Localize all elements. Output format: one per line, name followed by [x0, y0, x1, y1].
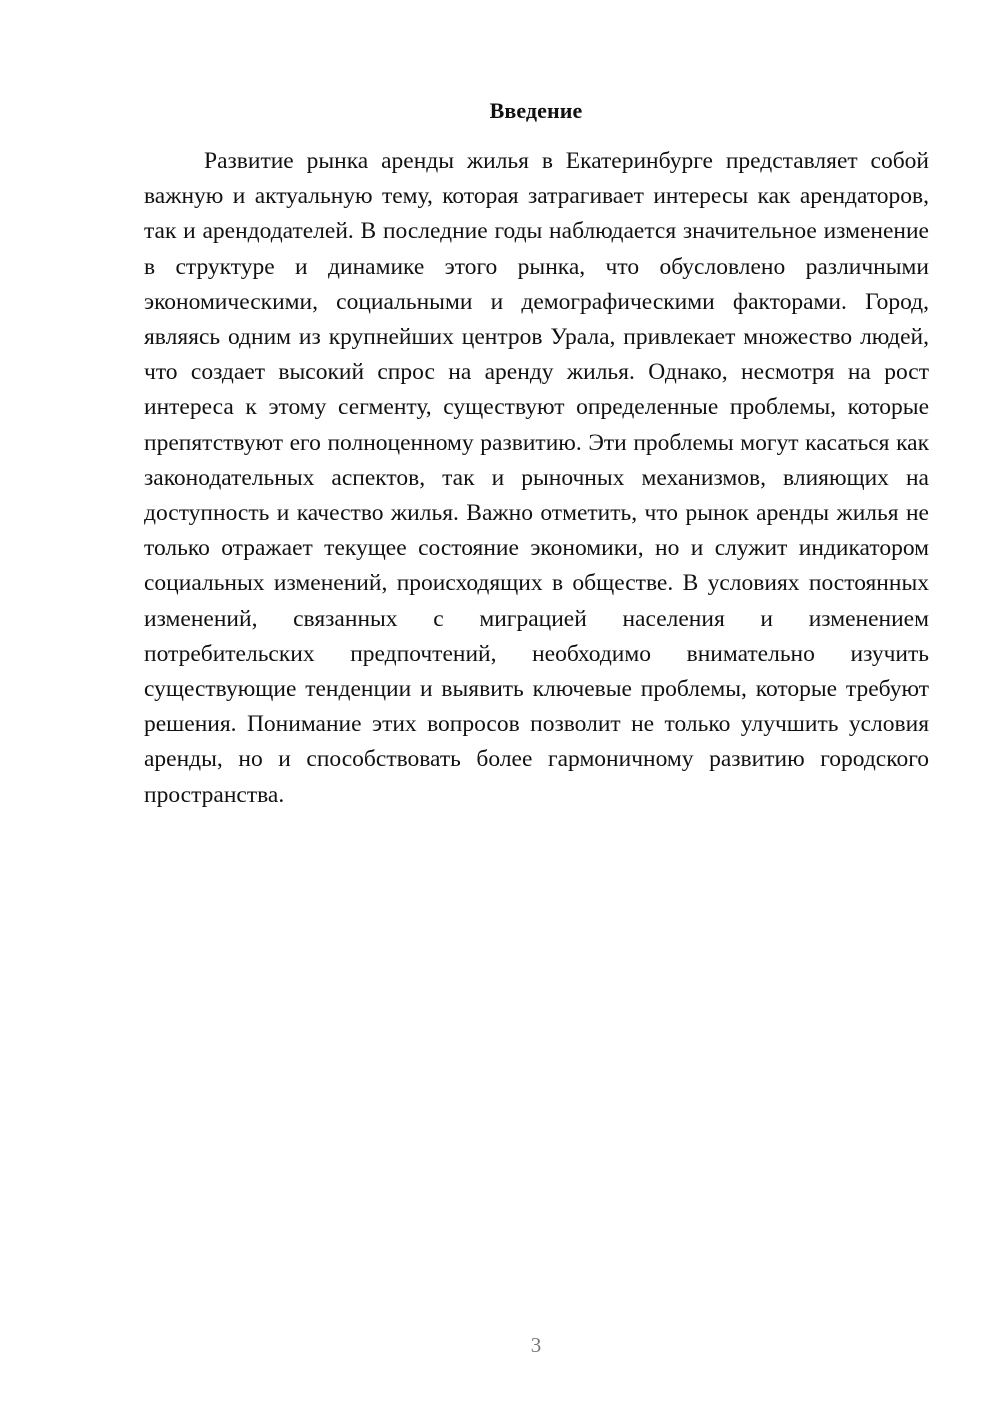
section-heading: Введение	[489, 98, 583, 123]
introduction-paragraph: Развитие рынка аренды жилья в Екатеринбурге представляет собой важную и актуальную тему, которая затрагивает интересы как арендаторов, так и арендодателей. В последние годы наблюдается значительное изменение в структуре и динамике этого рынка, что обусловлено различными экономическими, социальными и демографическими факторами. Город, являясь одним из крупнейших центров Урала, привлекает множество людей, что создает высокий спрос на аренду жилья. Однако, несмотря на рост интереса к этому сегменту, существуют определенные проблемы, которые препятствуют его полноценному развитию. Эти проблемы могут касаться как законодательных аспектов, так и рыночных механизмов, влияющих на доступность и качество жилья. Важно отметить, что рынок аренды жилья не только отражает текущее состояние экономики, но и служит индикатором социальных изменений, происходящих в обществе. В условиях постоянных изменений, связанных с миграцией населения и изменением потребительских предпочтений, необходимо внимательно изучить существующие тенденции и выявить ключевые проблемы, которые требуют решения. Понимание этих вопросов позволит не только улучшить условия аренды, но и способствовать более гармоничному развитию городского пространства.	[144, 148, 929, 808]
page-number: 3	[530, 1333, 542, 1357]
